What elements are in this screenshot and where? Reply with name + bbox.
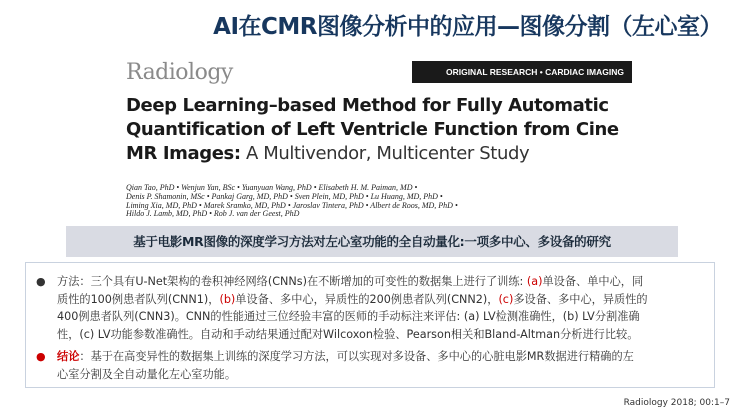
method-text-segment: 方法：三个具有U-Net架构的卷积神经网络(CNNs)在不断增加的可变性的数据集上进行了训练:	[57, 275, 527, 288]
method-text-segment: 单设备、单中心，同	[542, 275, 644, 288]
paper-title-line-3-bold: MR Images:	[126, 143, 241, 164]
paper-title	[126, 94, 626, 166]
conclusion-text-segment: ：基于在高变异性的数据集上训练的深度学习方法，可以实现对多设备、多中心的心脏电影MR数据进行精确的左	[79, 350, 634, 363]
method-text-segment: 单设备、多中心，异质性的200例患者队列(CNN2)，	[235, 292, 499, 306]
method-text-segment: 质性的100例患者队列(CNN1)，	[57, 292, 220, 306]
bullet-dot-icon: ●	[36, 275, 46, 288]
author-line: Denis P. Shamonin, MSc • Pankaj Garg, MD, PhD • Sven Plein, MD, PhD • Lu Huang, MD, PhD •	[126, 191, 443, 201]
paper-screenshot	[122, 57, 632, 220]
method-text-segment: 多设备、多中心，异质性的	[513, 292, 648, 306]
method-line-1	[57, 273, 696, 291]
section-label: ORIGINAL RESEARCH • CARDIAC IMAGING	[412, 61, 632, 83]
conclusion-bullet	[36, 348, 696, 383]
paper-subtitle: A Multivendor, Multicenter Study	[240, 143, 530, 164]
slide-title: AI在CMR图像分析中的应用—图像分割（左心室）	[213, 14, 722, 40]
marker-b: (b)	[219, 292, 236, 306]
method-text	[57, 273, 696, 343]
conclusion-label: 结论	[57, 350, 80, 363]
paper-title-line-1: Deep Learning–based Method for Fully Automatic	[126, 95, 609, 116]
method-line-4: 性，(c) LV功能参数准确性。自动和手动结果通过配对Wilcoxon检验、Pearson相关和Bland-Altman分析进行比较。	[57, 327, 639, 341]
summary-box	[25, 262, 715, 388]
bullet-dot-icon: ●	[36, 350, 46, 363]
method-line-2	[57, 291, 696, 309]
marker-c: (c)	[498, 292, 514, 306]
marker-a: (a)	[526, 275, 543, 288]
conclusion-line-2: 心室分割及全自动量化左心室功能。	[57, 367, 237, 381]
method-line-3: 400例患者队列(CNN3)。CNN的性能通过三位经验丰富的医师的手动标注来评估: (a) LV检测准确性，(b) LV分割准确	[57, 310, 640, 324]
method-bullet	[36, 273, 696, 343]
author-line: Hildo J. Lamb, MD, PhD • Rob J. van der Geest, PhD	[126, 209, 300, 219]
paper-title-line-2: Quantification of Left Ventricle Function from Cine	[126, 119, 619, 140]
author-line: Liming Xia, MD, PhD • Marek Sramko, MD, PhD • Jaroslav Tintera, PhD • Albert de Roos, MD, PhD •	[126, 200, 458, 210]
chinese-title-text: 基于电影MR图像的深度学习方法对左心室功能的全自动量化:一项多中心、多设备的研究	[133, 234, 611, 249]
conclusion-line-1	[57, 348, 696, 366]
journal-logo: Radiology	[126, 60, 233, 85]
chinese-title-banner	[66, 226, 678, 257]
author-line: Qian Tao, PhD • Wenjun Yan, BSc • Yuanyuan Wang, PhD • Elisabeth H. M. Paiman, MD •	[126, 183, 418, 192]
citation: Radiology 2018; 00:1–7	[623, 398, 730, 408]
paper-title-line-3	[126, 142, 626, 166]
author-list	[126, 184, 626, 219]
conclusion-text	[57, 348, 696, 383]
